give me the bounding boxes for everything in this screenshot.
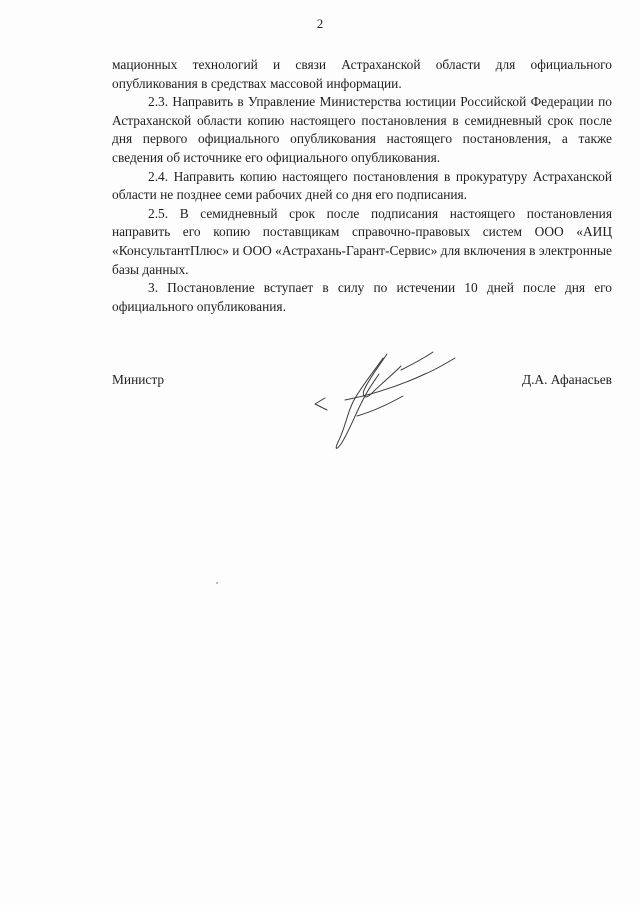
paragraph-3: 3. Постановление вступает в силу по истечении 10 дней после дня его официального опубликования. bbox=[112, 280, 612, 314]
scan-speck bbox=[216, 582, 218, 584]
signer-title: Министр bbox=[112, 372, 165, 387]
document-body bbox=[112, 56, 612, 316]
paragraph-continuation: мационных технологий и связи Астраханской области для официального опубликования в средствах массовой информации. bbox=[112, 57, 612, 91]
handwritten-signature bbox=[305, 340, 465, 460]
paragraph-2-4: 2.4. Направить копию настоящего постановления в прокуратуру Астраханской области не позднее семи рабочих дней со дня его подписания. bbox=[112, 168, 612, 203]
paragraph-2-5: 2.5. В семидневный срок после подписания настоящего постановления направить его копию поставщикам справочно-правовых систем ООО «АИЦ «КонсультантПлюс» и ООО «Астрахань-Гарант-Сервис» для включения в электронные базы данных. bbox=[112, 205, 612, 277]
signer-name: Д.А. Афанасьев bbox=[521, 372, 612, 387]
page-number: 2 bbox=[316, 16, 324, 31]
paragraph-2-3: 2.3. Направить в Управление Министерства юстиции Российской Федерации по Астраханской области копию настоящего постановления в семидневный срок после дня первого официального опубликования настоящего постановления, а также сведения об источнике его официального опубликования. bbox=[112, 94, 612, 165]
